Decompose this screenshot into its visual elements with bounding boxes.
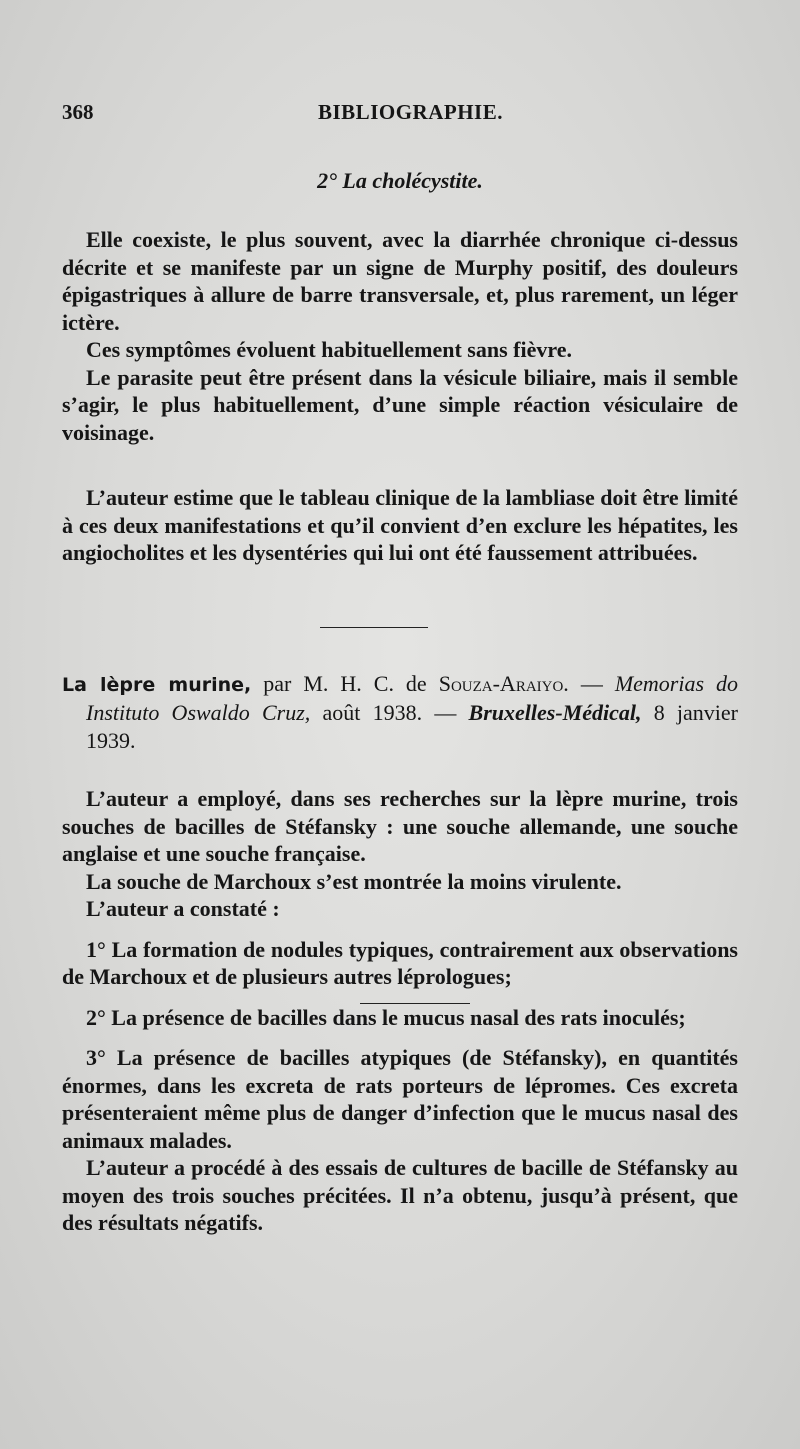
lepre-murine-text — [62, 785, 738, 1237]
paragraph: L’auteur a employé, dans ses recherches sur la lèpre murine, trois souches de bacilles de Stéfansky : une souche allemande, une souche anglaise et une souche française. — [62, 786, 738, 866]
list-item: 2° La présence de bacilles dans le mucus nasal des rats inoculés; — [86, 1004, 686, 1030]
reference-title: La lèpre murine, — [62, 674, 252, 696]
bibliographic-reference — [62, 670, 738, 755]
running-title: BIBLIOGRAPHIE. — [318, 100, 503, 124]
page-number: 368 — [62, 100, 94, 124]
paragraph: Elle coexiste, le plus souvent, avec la diarrhée chronique ci-dessus décrite et se manifeste par un signe de Murphy positif, des douleurs épigastriques à allure de barre transversale, et, plus rarement, un léger ictère. — [62, 227, 738, 335]
paragraph: L’auteur a constaté : — [86, 896, 280, 921]
paragraph: Le parasite peut être présent dans la vésicule biliaire, mais il semble s’agir, le plus habituellement, d’une simple réaction vésiculaire de voisinage. — [62, 364, 738, 445]
paragraph: L’auteur estime que le tableau clinique de la lambliase doit être limité à ces deux manifestations et qu’il convient d’en exclure les hépatites, les angiocholites et les dysentéries qui lui ont été faussement attribuées. — [62, 485, 738, 565]
page-header — [62, 100, 742, 130]
reference-date: 8 janvier 1939. — [86, 700, 738, 753]
separator-rule — [360, 1003, 470, 1004]
reference-journal: Memorias do Instituto Oswaldo Cruz, — [86, 671, 739, 725]
section-heading: 2° La cholécystite. — [317, 168, 483, 193]
reference-dash: — — [434, 700, 457, 725]
reference-dash: — — [580, 671, 603, 696]
reference-journal: Bruxelles-Médical, — [468, 700, 642, 725]
paragraph: La souche de Marchoux s’est montrée la moins virulente. — [86, 868, 622, 894]
paragraph: L’auteur a procédé à des essais de cultures de bacille de Stéfansky au moyen des trois souches précitées. Il n’a obtenu, jusqu’à présent, que des résultats négatifs. — [62, 1155, 738, 1235]
reference-date: août 1938. — [322, 700, 423, 725]
cholecystite-text — [62, 226, 738, 446]
reference-author: Souza-Araiyo. — [438, 671, 569, 696]
list-item: 3° La présence de bacilles atypiques (de Stéfansky), en quantités énormes, dans les excreta de rats porteurs de lépromes. Ces excreta présenteraient même plus de danger d’infection que le mucus nasal des animaux malades. — [62, 1045, 738, 1153]
separator-rule — [320, 627, 428, 628]
conclusion-text — [62, 484, 738, 567]
reference-by: par M. H. C. de — [263, 671, 427, 696]
list-item: 1° La formation de nodules typiques, contrairement aux observations de Marchoux et de plusieurs autres léprologues; — [62, 936, 738, 989]
paragraph: Ces symptômes évoluent habituellement sans fièvre. — [86, 337, 572, 362]
